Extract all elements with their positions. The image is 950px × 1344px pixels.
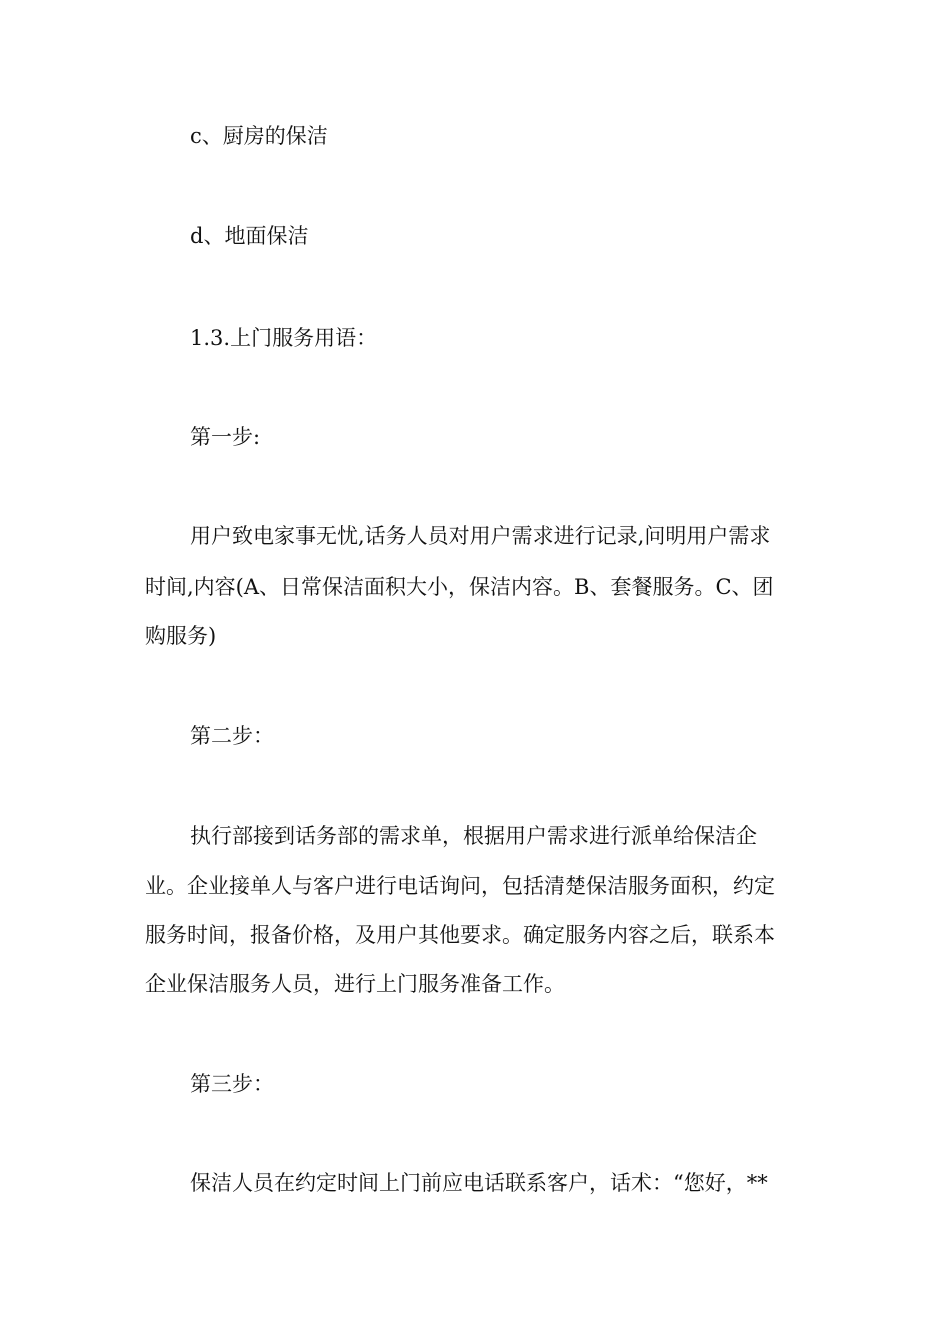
step1-heading: 第一步: xyxy=(190,425,261,449)
section-title: 1.3.上门服务用语： xyxy=(190,326,378,350)
step1-paragraph-line-1: 用户致电家事无忧,话务人员对用户需求进行记录,问明用户需求 xyxy=(190,524,771,548)
step2-paragraph-line-1: 执行部接到话务部的需求单，根据用户需求进行派单给保洁企 xyxy=(190,824,757,848)
step2-paragraph-line-4: 企业保洁服务人员，进行上门服务准备工作。 xyxy=(145,972,565,996)
step3-heading: 第三步： xyxy=(190,1072,274,1096)
list-item-floor-cleaning: d、地面保洁 xyxy=(190,224,309,248)
step1-paragraph-line-2: 时间,内容(A、日常保洁面积大小，保洁内容。B、套餐服务。C、团 xyxy=(145,575,774,599)
step2-paragraph-line-3: 服务时间，报备价格，及用户其他要求。确定服务内容之后，联系本 xyxy=(145,923,775,947)
step3-paragraph-line-1: 保洁人员在约定时间上门前应电话联系客户，话术：“您好，** xyxy=(190,1171,768,1195)
step2-paragraph-line-2: 业。企业接单人与客户进行电话询问，包括清楚保洁服务面积，约定 xyxy=(145,874,775,898)
list-item-kitchen-cleaning: c、厨房的保洁 xyxy=(190,124,328,148)
step1-paragraph-line-3: 购服务) xyxy=(145,624,217,648)
step2-heading: 第二步： xyxy=(190,724,274,748)
